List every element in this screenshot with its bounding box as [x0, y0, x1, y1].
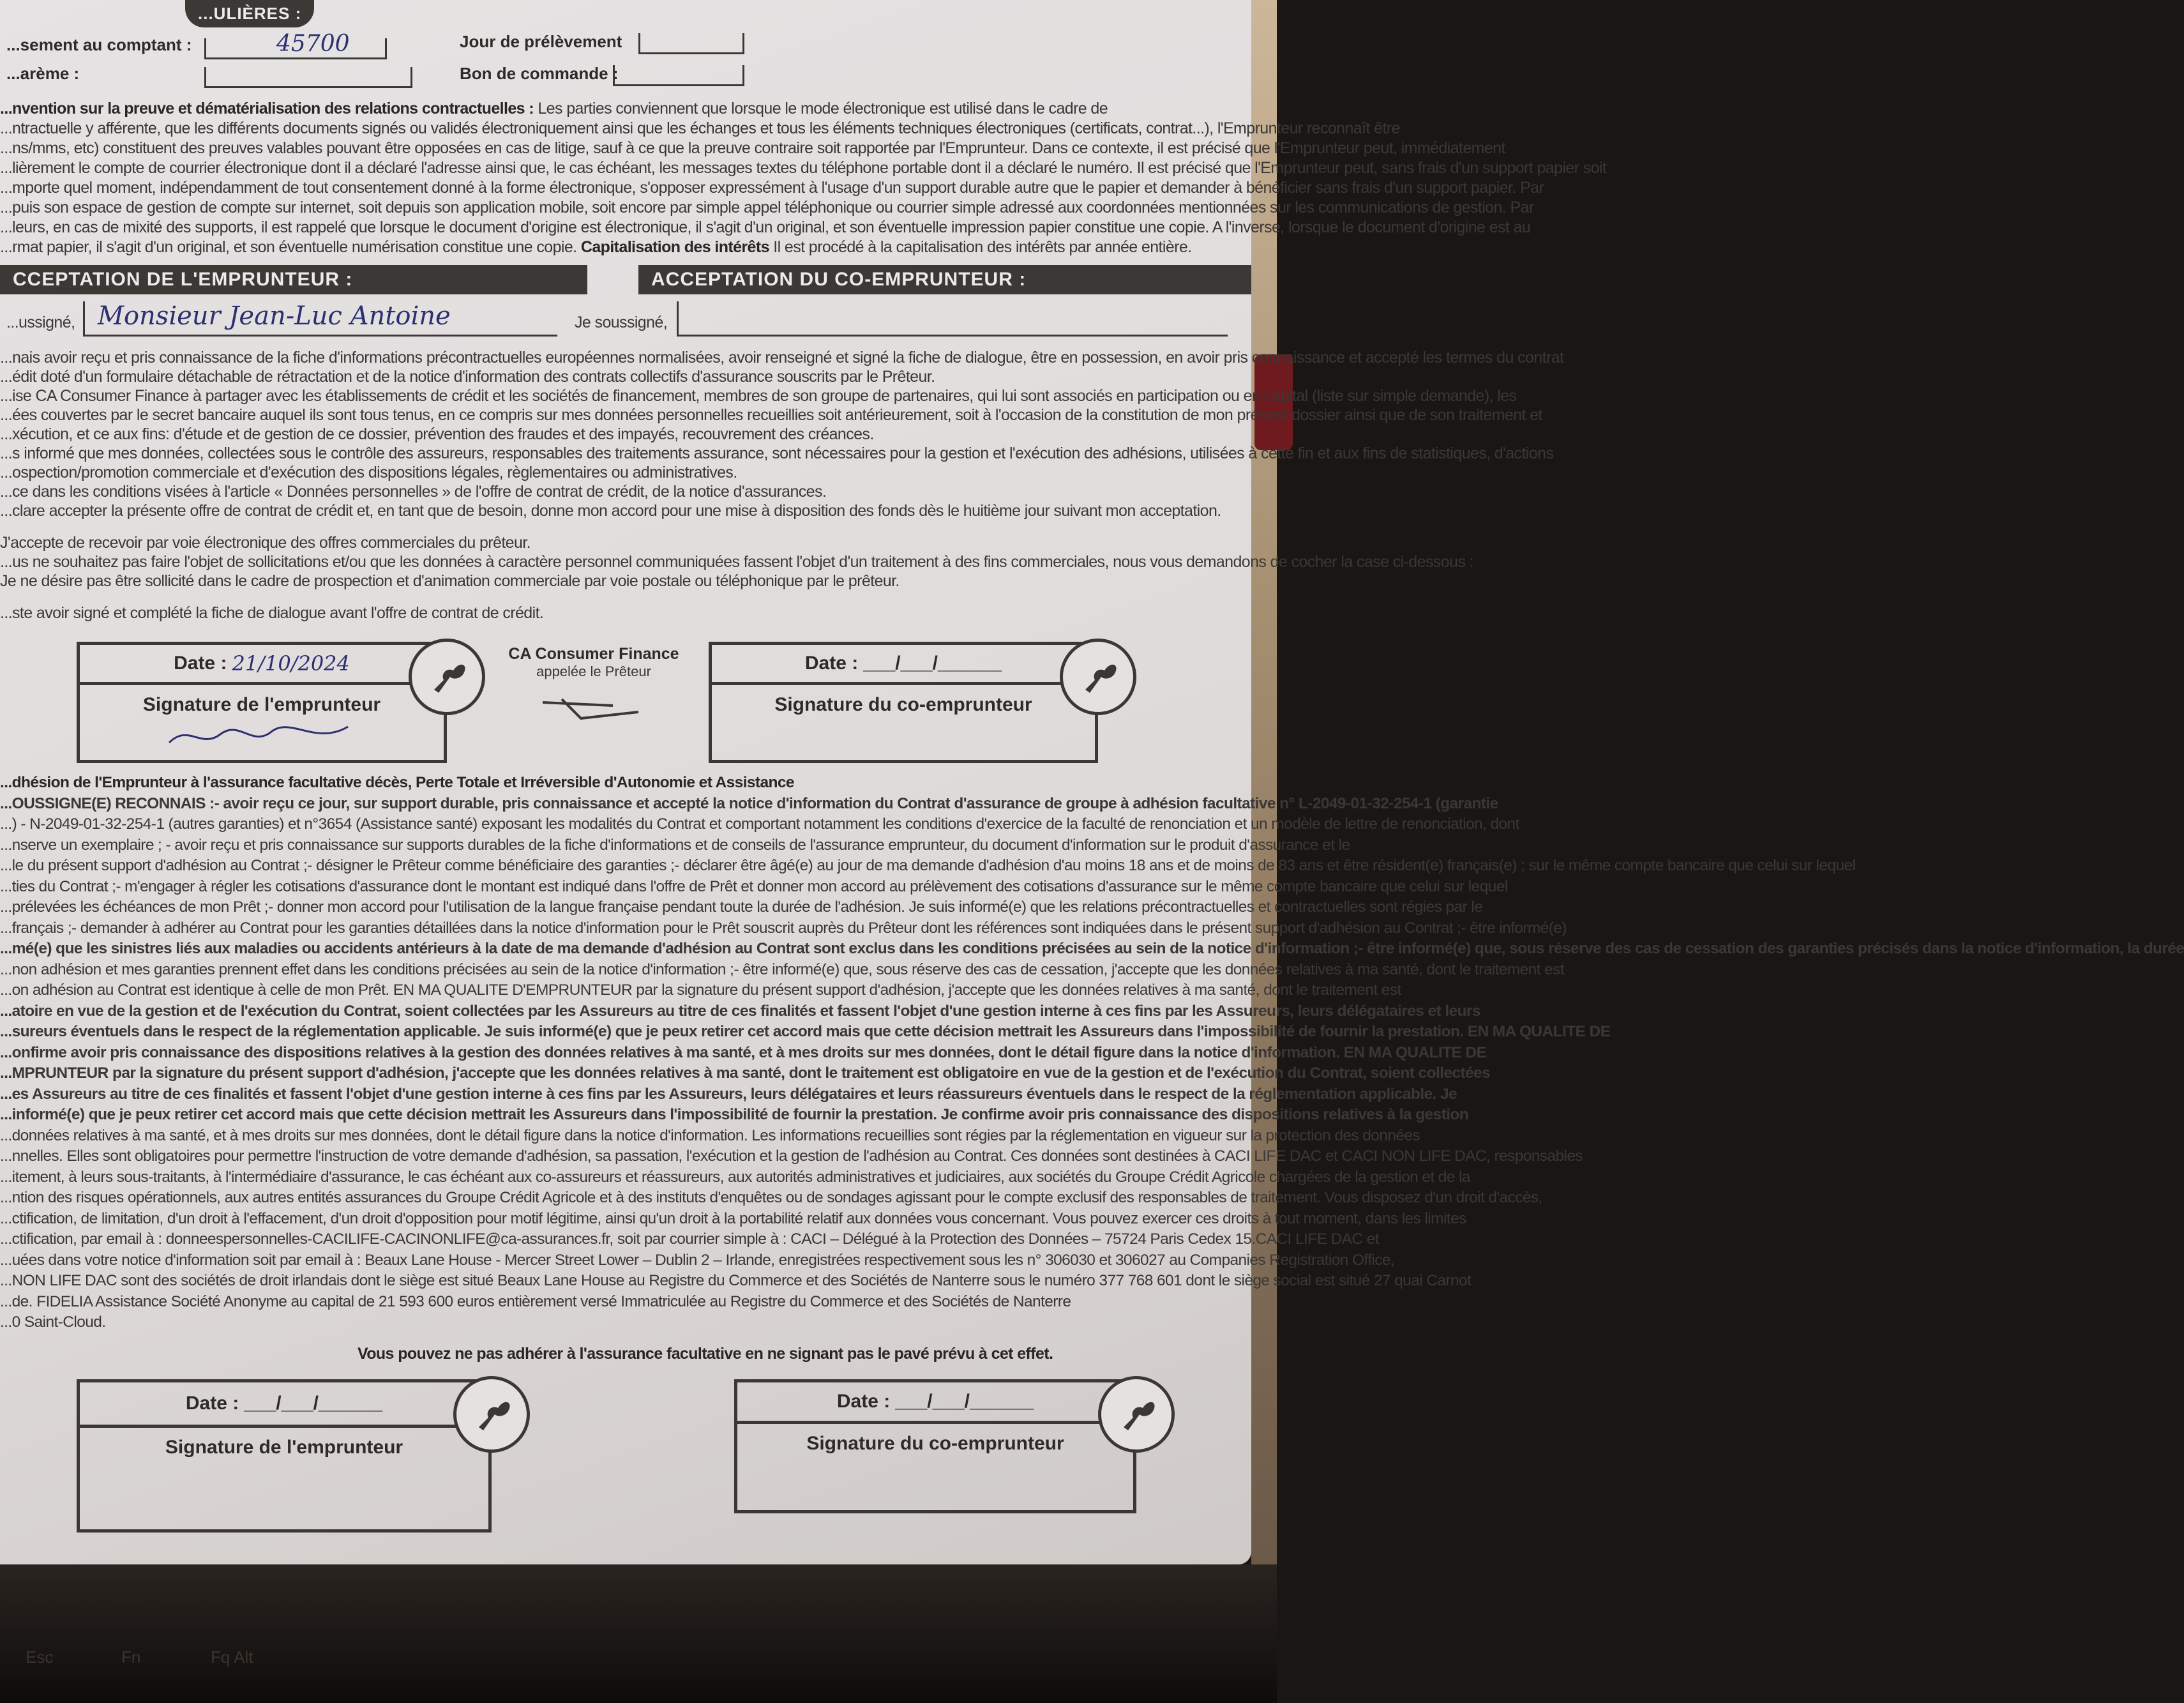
date-blank: ___/___/______ — [895, 1391, 1034, 1412]
text-line: ...leurs, en cas de mixité des supports, il est rappelé que lorsque le document d'origine est électronique, il s'agit d'un original, et son éventuelle impression papier constitue une copie. A l'inverse, lorsque le document d'origine est au — [0, 218, 1531, 236]
acceptation-co-emprunteur-band: ACCEPTATION DU CO-EMPRUNTEUR : — [638, 265, 1251, 294]
text-line: ...OUSSIGNE(E) RECONNAIS :- avoir reçu ce jour, sur support durable, pris connaissance et accepté la notice d'information du Contrat d'assurance de groupe à adhésion facultative n° L-2049-01-32-254-1 (garantie — [0, 794, 1498, 812]
text-line: ...uées dans votre notice d'information soit par email à : Beaux Lane House - Mercer Street Lower – Dublin 2 – Irlande, enregistrées respectivement sous les n° 306030 et 306027 au Companies Registration Office, — [0, 1251, 1395, 1269]
assurance-title: ...dhésion de l'Emprunteur à l'assurance facultative décès, Perte Totale et Irréversible d'Autonomie et Assistance — [0, 774, 794, 791]
text-line: ...informé(e) que je peux retirer cet accord mais que cette décision mettrait les Assureurs dans l'impossibilité de fournir la prestation. Je confirme avoir pris connaissance des dispositions relatives à la gestion — [0, 1106, 1469, 1123]
text-line: ...MPRUNTEUR par la signature du présent support d'adhésion, j'accepte que les données relatives à ma santé, dont le traitement est obligatoire en vue de la gestion et de l'exécution du Contrat, soient collectées — [0, 1064, 1491, 1082]
text-line: ...es Assureurs au titre de ces finalités et fassent l'objet d'une gestion interne à ces fins par les Assureurs, leurs délégataires et leurs réassureurs éventuels dans le respect de la réglementation applicable. Je — [0, 1085, 1457, 1103]
text-line: ...) - N-2049-01-32-254-1 (autres garanties) et n°3654 (Assistance santé) exposant les modalités du Contrat et comportant notamment les conditions d'exercice de la faculté de renonciation et un modèle de lettre de renonciation, dont — [0, 815, 1519, 833]
preteur-signature — [536, 693, 651, 725]
text-line: ...NON LIFE DAC sont des sociétés de droit irlandais dont le siège est situé Beaux Lane House au Registre du Commerce et des Sociétés de Nanterre sous le numéro 377 768 601 dont le siège social est situé 27 quai Carnot — [0, 1272, 1472, 1289]
text-line: ...ctification, par email à : donneespersonnelles-CACILIFE-CACINONLIFE@ca-assurances.fr, soit par courrier simple à : CACI – Délégué à la Protection des Données – 75724 Paris Cedex 15.CACI LIFE DAC et — [0, 1230, 1379, 1248]
signature-label: Signature de l'emprunteur — [165, 1437, 403, 1458]
header-band: ...ULIÈRES : — [185, 0, 314, 27]
soussigne-right-label: Je soussigné, — [575, 314, 668, 331]
soussigne-handwritten: Monsieur Jean-Luc Antoine — [98, 301, 451, 331]
text-line: ...prélevées les échéances de mon Prêt ;- donner mon accord pour l'utilisation de la langue française pendant toute la durée de l'adhésion. Je suis informé(e) que les relations précontractuelles et contractuelles sont régies par le — [0, 898, 1483, 916]
preteur-block — [504, 645, 683, 728]
text-line: ...onfirme avoir pris connaissance des dispositions relatives à la gestion des données relatives à ma santé, et à mes droits sur mes données, dont le détail figure dans la notice d'information. EN MA QUALITE DE — [0, 1043, 1487, 1061]
text-line: ...mé(e) que les sinistres liés aux maladies ou accidents antérieurs à la date de ma demande d'adhésion au Contrat sont exclus dans les conditions précisées au sein de la notice d'information ;- être informé(e) que, sous réserve des cas de cessation des garanties précisés dans la notice d'information, la durée — [0, 940, 2184, 957]
text-line: ...xécution, et ce aux fins: d'étude et de gestion de ce dossier, prévention des fraudes et des impayés, recouvrement des créances. — [0, 425, 874, 443]
text-line: ...atoire en vue de la gestion et de l'exécution du Contrat, soient collectées par les Assureurs au titre de ces finalités et fassent l'objet d'une gestion interne à ces fins par les Assureurs, leurs délégataires et leurs — [0, 1002, 1480, 1020]
text-line: ...sureurs éventuels dans le respect de la réglementation applicable. Je suis informé(e) que je peux retirer cet accord mais que cette décision mettrait les Assureurs dans l'impossibilité de fournir la prestation. EN MA QUALITE DE — [0, 1023, 1611, 1040]
text-line: ...ntractuelle y afférente, que les différents documents signés ou validés électroniquement ainsi que les échanges et tous les éléments techniques électroniques (certificats, contrat...), l'Emprunteur reconnaît être — [0, 119, 1400, 137]
text-line: ...données relatives à ma santé, et à mes droits sur mes données, dont le détail figure dans la notice d'information. Les informations recueillies sont régies par la réglementation en vigueur sur la protection des données — [0, 1126, 1420, 1144]
convention-title: ...nvention sur la preuve et dématérialisation des relations contractuelles : — [0, 100, 534, 117]
text-line: ...rmat papier, il s'agit d'un original, et son éventuelle numérisation constitue une copie. — [0, 238, 577, 256]
bon-commande-label: Bon de commande : — [460, 64, 619, 83]
signature-box-emprunteur[interactable] — [77, 642, 447, 763]
date-label: Date : — [185, 1393, 239, 1414]
pen-nib-seal-icon — [1098, 1376, 1175, 1453]
pen-nib-seal-icon — [409, 639, 485, 715]
versement-field[interactable] — [204, 31, 387, 59]
signature-label: Signature du co-emprunteur — [806, 1433, 1064, 1454]
text-line: ...mporte quel moment, indépendamment de tout consentement donné à la forme électronique, s'opposer expressément à l'usage d'un support durable autre que le papier et demander à bénéficier sans frais d'un support papier. Par — [0, 179, 1544, 197]
preteur-sub: appelée le Prêteur — [536, 663, 651, 679]
signature-box-emprunteur-assurance[interactable] — [77, 1379, 492, 1533]
text-line: ...lièrement le compte de courrier électronique dont il a déclaré l'adresse ainsi que, le cas échéant, les messages textes du téléphone portable dont il a déclaré le numéro. Il est précisé que l'Emprunteur peut, sans frais d'un support papier soit — [0, 159, 1607, 177]
soussigne-left-field[interactable] — [83, 301, 557, 337]
text-line: ...nserve un exemplaire ; - avoir reçu et pris connaissance sur supports durables de la fiche d'informations et de conseils de l'assurance emprunteur, du document d'information sur le produit d'assurance et le — [0, 836, 1350, 854]
acceptation-paragraph — [0, 348, 1563, 623]
text-line: ...non adhésion et mes garanties prennent effet dans les conditions précisées au sein de la notice d'information ;- être informé(e) que, sous réserve des cas de cessation, j'accepte que les données relatives à ma santé, dont le traitement est — [0, 960, 1564, 978]
pen-nib-seal-icon — [1060, 639, 1136, 715]
date-label: Date : — [836, 1391, 891, 1412]
signature-box-co-emprunteur-assurance[interactable] — [734, 1379, 1136, 1513]
acceptation-emprunteur-band: CCEPTATION DE L'EMPRUNTEUR : — [0, 265, 587, 294]
keyboard-key: Fq Alt — [211, 1647, 253, 1667]
text-line: ...français ;- demander à adhérer au Contrat pour les garanties détaillées dans la notice d'information pour le Prêt souscrit auprès du Prêteur dont les références sont indiquées dans le présent support d'adhésion au Contrat ;- être informé(e) — [0, 919, 1567, 937]
text-line: Les parties conviennent que lorsque le mode électronique est utilisé dans le cadre de — [538, 100, 1108, 117]
soussigne-right-field[interactable] — [677, 301, 1228, 337]
pen-nib-seal-icon — [453, 1376, 530, 1453]
text-line: ...ste avoir signé et complété la fiche de dialogue avant l'offre de contrat de crédit. — [0, 604, 544, 622]
soussigne-left-label: ...ussigné, — [6, 314, 75, 331]
text-line: ...puis son espace de gestion de compte sur internet, soit depuis son application mobile, soit encore par simple appel téléphonique ou courrier simple adressé aux coordonnées mentionnées sur les communications de gestion. Par — [0, 199, 1534, 216]
preteur-name: CA Consumer Finance — [508, 645, 679, 663]
signature-box-co-emprunteur[interactable] — [709, 642, 1098, 763]
date-blank: ___/___/______ — [863, 653, 1002, 674]
text-line: ...ties du Contrat ;- m'engager à régler les cotisations d'assurance dont le montant est indiqué dans l'offre de Prêt et donner mon accord au prélèvement des cotisations d'assurance sur le même compte bancaire que celui sur lequel — [0, 877, 1508, 895]
text-line: Il est procédé à la capitalisation des intérêts par année entière. — [773, 238, 1192, 256]
date-label: Date : — [174, 653, 227, 674]
signature-label: Signature de l'emprunteur — [142, 694, 381, 715]
jour-prelevement-label: Jour de prélèvement — [460, 32, 622, 51]
consent-email-checkbox-line[interactable]: J'accepte de recevoir par voie électronique des offres commerciales du prêteur. — [0, 534, 531, 552]
opt-out-note: Vous pouvez ne pas adhérer à l'assurance facultative en ne signant pas le pavé prévu à cet effet. — [358, 1345, 1053, 1363]
date-label: Date : — [804, 653, 859, 674]
text-line: ...s informé que mes données, collectées sous le contrôle des assureurs, responsables des traitements assurance, sont nécessaires pour la gestion et l'exécution des adhésions, utilisées à cette fin et aux fins de statistiques, d'actions — [0, 444, 1554, 462]
text-line: ...itement, à leurs sous-traitants, à l'intermédiaire d'assurance, le cas échéant aux co-assureurs et réassureurs, aux autorités administratives et judiciaires, aux sociétés du Groupe Crédit Agricole chargées de la gestion et de la — [0, 1168, 1470, 1186]
keyboard-background — [0, 1564, 1277, 1703]
date-blank: ___/___/______ — [244, 1393, 383, 1414]
text-line: ...ce dans les conditions visées à l'article « Données personnelles » de l'offre de contrat de crédit, de la notice d'assurances. — [0, 483, 827, 501]
text-line: ...ise CA Consumer Finance à partager avec les établissements de crédit et les sociétés de financement, membres de son groupe de partenaires, qui lui sont associés en participation ou en capital (liste sur simple demande), les — [0, 387, 1517, 405]
bon-commande-field[interactable] — [613, 65, 744, 86]
text-line: ...ns/mms, etc) constituent des preuves valables pouvant être opposées en cas de litige, sauf à ce que la preuve contraire soit rapportée par l'Emprunteur. Dans ce contexte, il est précisé que l'Emprunteur peut, immédiatement — [0, 139, 1505, 157]
keyboard-key: Fn — [121, 1647, 141, 1667]
versement-label: ...sement au comptant : — [6, 35, 192, 54]
bareme-label: ...arème : — [6, 64, 80, 83]
text-line: ...ntion des risques opérationnels, aux autres entités assurances du Groupe Crédit Agricole et à des instituts d'enquêtes ou de sondages agissant pour le compte exclusif des responsables de traitement. Vous disposez d'un droit d'accès, — [0, 1189, 1542, 1206]
date-value: 21/10/2024 — [232, 651, 350, 676]
convention-paragraph — [0, 99, 1606, 257]
capitalisation-title: Capitalisation des intérêts — [580, 238, 769, 256]
text-line: ...de. FIDELIA Assistance Société Anonyme au capital de 21 593 600 euros entièrement versé Immatriculée au Registre du Commerce et des Sociétés de Nanterre — [0, 1292, 1071, 1310]
signature-label: Signature du co-emprunteur — [774, 694, 1032, 715]
text-line: ...nais avoir reçu et pris connaissance de la fiche d'informations précontractuelles européennes normalisées, avoir renseigné et signé la fiche de dialogue, être en possession, en avoir pris connaissance et accepté les termes du contrat — [0, 349, 1564, 367]
text-line: ...ctification, de limitation, d'un droit à l'effacement, d'un droit d'opposition pour motif légitime, ainsi qu'un droit à la portabilité relatif aux données vous concernant. Vous pouvez exercer ces droits à tout moment, dans les limites — [0, 1209, 1466, 1227]
keyboard-key: Esc — [26, 1647, 54, 1667]
text-line: ...édit doté d'un formulaire détachable de rétractation et de la notice d'information des contrats collectifs d'assurance souscrits par le Prêteur. — [0, 368, 935, 386]
text-line: ...ées couvertes par le secret bancaire auquel ils sont tous tenus, en ce compris sur mes données personnelles recueillies soit antérieurement, soit à l'occasion de la constitution de mon présent dossier ainsi que de son traitement et — [0, 406, 1542, 424]
text-line: ...nnelles. Elles sont obligatoires pour permettre l'instruction de votre demande d'adhésion, sa passation, l'exécution et la gestion de l'adhésion au Contrat. Ces données sont destinées à CACI LIFE DAC et CACI NON LIFE DAC, responsables — [0, 1147, 1583, 1165]
text-line: ...on adhésion au Contrat est identique à celle de mon Prêt. EN MA QUALITE D'EMPRUNTEUR par la signature du présent support d'adhésion, j'accepte que les données relatives à ma santé, dont le traitement est — [0, 981, 1401, 999]
text-line: ...clare accepter la présente offre de contrat de crédit et, en tant que de besoin, donne mon accord pour une mise à disposition des fonds dès le huitième jour suivant mon acceptation. — [0, 502, 1221, 520]
handwritten-signature — [163, 720, 354, 752]
versement-value: 45700 — [276, 31, 350, 57]
text-line: ...le du présent support d'adhésion au Contrat ;- désigner le Prêteur comme bénéficiaire des garanties ;- déclarer être âgé(e) au jour de ma demande d'adhésion d'au moins 18 ans et de moins de 83 ans et être résident(e) français(e) ; sur le même compte bancaire que celui sur lequel — [0, 857, 1856, 874]
text-line: ...us ne souhaitez pas faire l'objet de sollicitations et/ou que les données à caractère personnel communiquées fassent l'objet d'un traitement à des fins commerciales, nous vous demandons de cocher la case ci-dessous : — [0, 553, 1473, 571]
assurance-paragraph — [0, 773, 2184, 1333]
text-line: ...0 Saint-Cloud. — [0, 1313, 106, 1331]
bareme-field[interactable] — [204, 67, 412, 88]
text-line: ...ospection/promotion commerciale et d'exécution des dispositions légales, règlementaires ou administratives. — [0, 464, 737, 481]
opt-out-checkbox-line[interactable]: Je ne désire pas être sollicité dans le cadre de prospection et d'animation commerciale par voie postale ou téléphonique par le prêteur. — [0, 572, 900, 590]
jour-prelevement-field[interactable] — [638, 33, 744, 54]
